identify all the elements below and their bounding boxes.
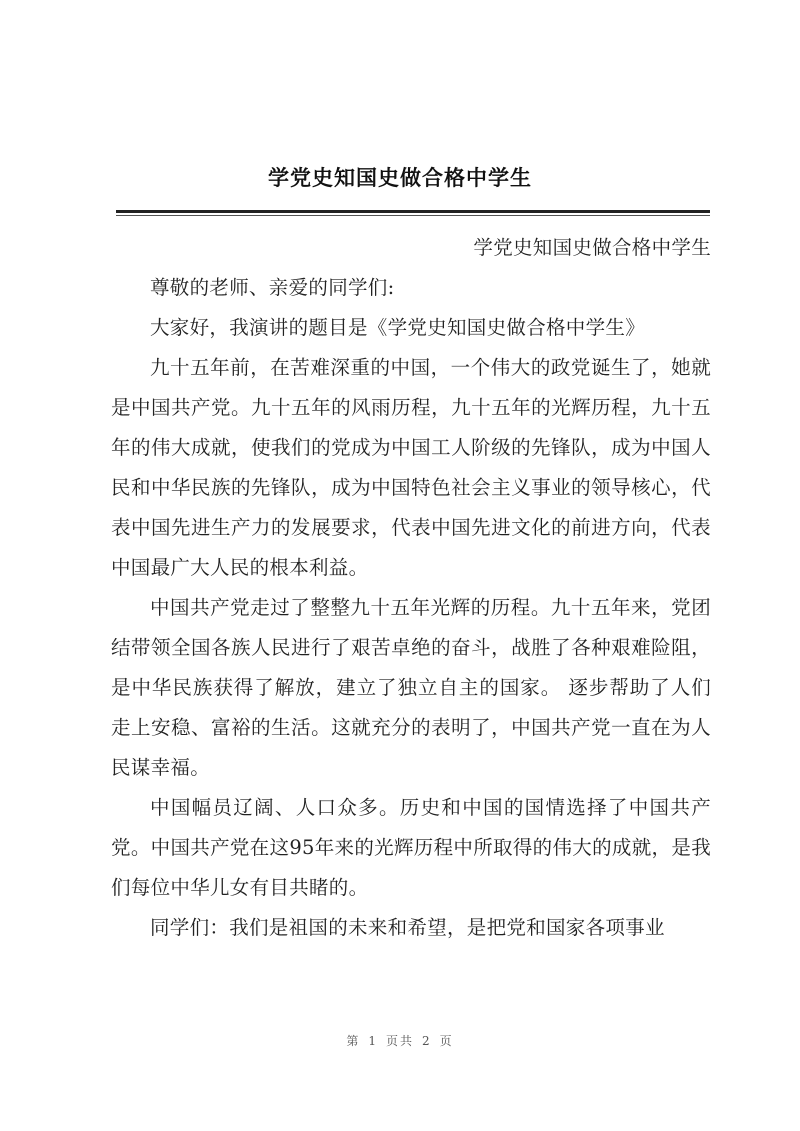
body-paragraph: 中国幅员辽阔、人口众多。历史和中国的国情选择了中国共产党。中国共产党在这95年来的光辉历程中所取得的伟大的成就，是我们每位中华儿女有目共睹的。 xyxy=(111,796,711,899)
footer-page-middle: 页共 xyxy=(385,1034,414,1048)
document-body xyxy=(111,228,711,948)
body-paragraph: 同学们：我们是祖国的未来和希望，是把党和国家各项事业 xyxy=(150,916,665,939)
title-divider xyxy=(116,210,710,213)
document-title: 学党史知国史做合格中学生 xyxy=(268,165,532,190)
page-footer xyxy=(0,1032,800,1049)
salutation-paragraph: 尊敬的老师、亲爱的同学们: xyxy=(150,276,395,299)
footer-page-number: 1 xyxy=(368,1034,378,1048)
footer-page-total: 2 xyxy=(422,1034,432,1048)
document-subtitle: 学党史知国史做合格中学生 xyxy=(473,236,711,259)
footer-page-suffix: 页 xyxy=(439,1034,454,1048)
body-paragraph: 九十五年前，在苦难深重的中国，一个伟大的政党诞生了，她就是中国共产党。九十五年的风雨历程，九十五年的光辉历程，九十五年的伟大成就，使我们的党成为中国工人阶级的先锋队，成为中国人民和中华民族的先锋队，成为中国特色社会主义事业的领导核心，代表中国先进生产力的发展要求，代表中国先进文化的前进方向，代表中国最广大人民的根本利益。 xyxy=(111,356,711,579)
footer-page-prefix: 第 xyxy=(346,1034,361,1048)
intro-paragraph: 大家好，我演讲的题目是《学党史知国史做合格中学生》 xyxy=(150,316,646,339)
body-paragraph: 中国共产党走过了整整九十五年光辉的历程。九十五年来，党团结带领全国各族人民进行了艰苦卓绝的奋斗，战胜了各种艰难险阻，是中华民族获得了解放，建立了独立自主的国家。 逐步帮助了人们走上安稳、富裕的生活。这就充分的表明了，中国共产党一直在为人民谋幸福。 xyxy=(111,596,711,779)
title-divider-thin xyxy=(116,215,710,216)
